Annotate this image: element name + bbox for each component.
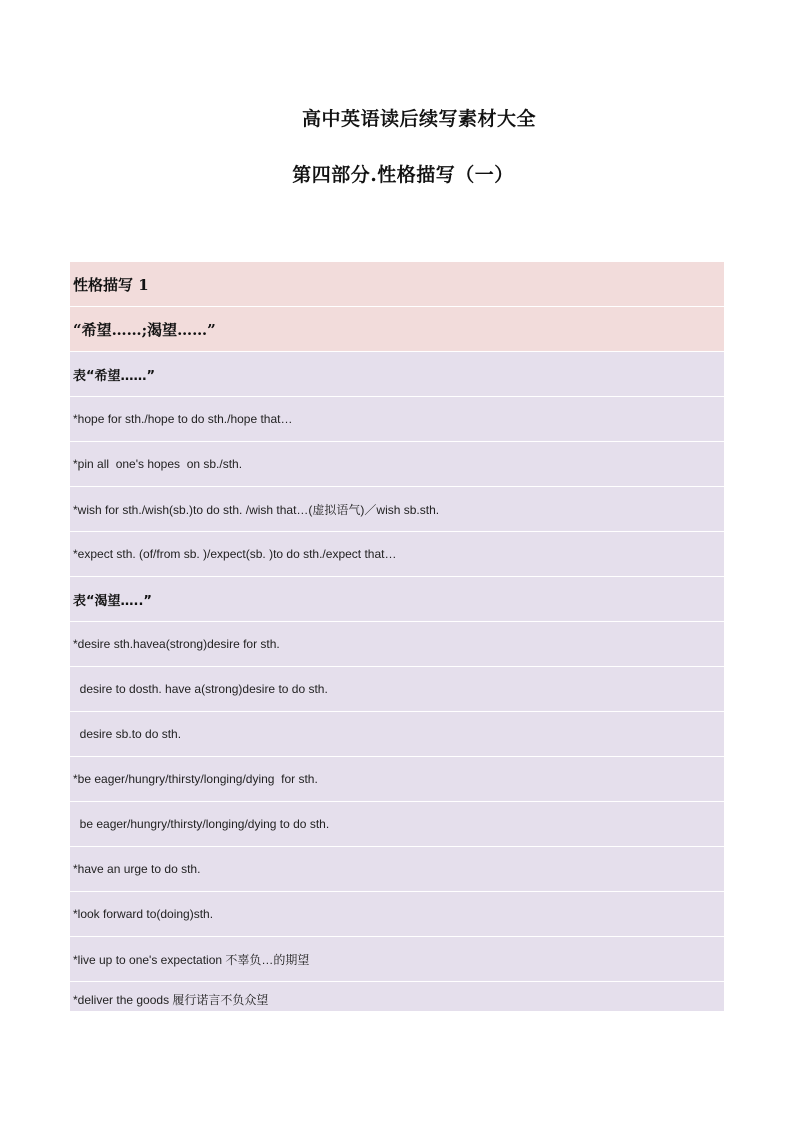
table-row: *deliver the goods 履行诺言不负众望 [70, 982, 724, 1012]
table-subhead-row: 表“渴望…..” [70, 577, 724, 622]
table-row: *have an urge to do sth. [70, 847, 724, 892]
table-row: *pin all one's hopes on sb./sth. [70, 442, 724, 487]
table-row: *hope for sth./hope to do sth./hope that… [70, 397, 724, 442]
table-row: *wish for sth./wish(sb.)to do sth. /wish that…(虚拟语气)／wish sb.sth. [70, 487, 724, 532]
table-row: be eager/hungry/thirsty/longing/dying to do sth. [70, 802, 724, 847]
document-title: 高中英语读后续写素材大全 [301, 108, 536, 130]
table-topic-row: “希望……;渴望……” [70, 307, 724, 352]
table-row: *be eager/hungry/thirsty/longing/dying for sth. [70, 757, 724, 802]
table-row: *live up to one's expectation 不辜负…的期望 [70, 937, 724, 982]
table-subhead-row: 表“希望……” [70, 352, 724, 397]
table-row: *expect sth. (of/from sb. )/expect(sb. )to do sth./expect that… [70, 532, 724, 577]
phrase-table [70, 262, 724, 1012]
table-row: desire to dosth. have a(strong)desire to do sth. [70, 667, 724, 712]
table-row: desire sb.to do sth. [70, 712, 724, 757]
section-title: 第四部分.性格描写（一） [292, 164, 514, 186]
table-row: *desire sth.havea(strong)desire for sth. [70, 622, 724, 667]
table-row: *look forward to(doing)sth. [70, 892, 724, 937]
table-header-row: 性格描写 1 [70, 262, 724, 307]
